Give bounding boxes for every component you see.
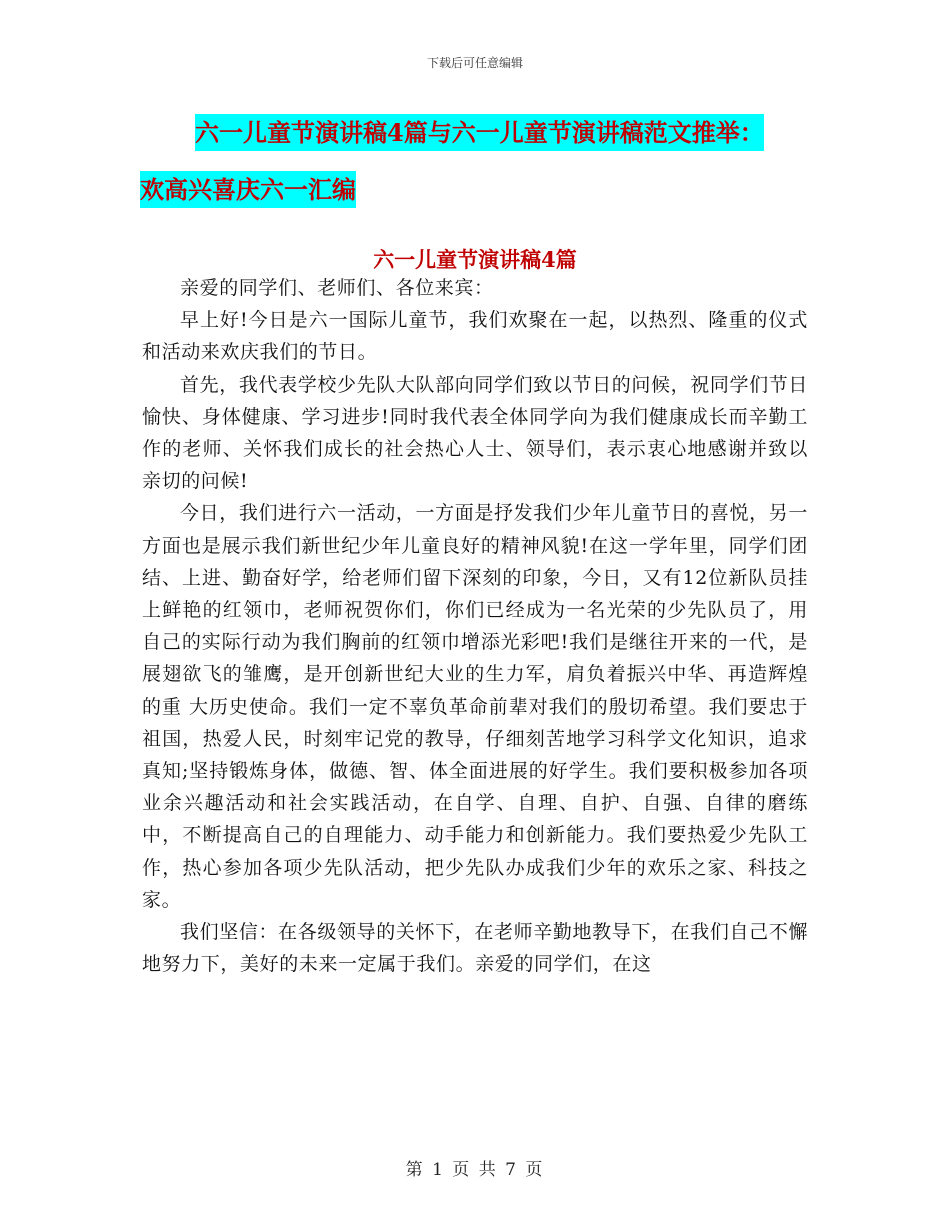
title-highlight-2: 欢高兴喜庆六一汇编 <box>140 171 356 208</box>
body-content <box>142 272 808 980</box>
paragraph-thanks: 首先，我代表学校少先队大队部向同学们致以节日的问候，祝同学们节日愉快、身体健康、学习进步!同时我代表全体同学向为我们健康成长而辛勤工作的老师、关怀我们成长的社会热心人士、领导们，表示衷心地感谢并致以亲切的问候! <box>142 373 808 493</box>
document-title <box>140 104 840 218</box>
document-title-line-2 <box>140 161 840 218</box>
paragraph-main: 今日，我们进行六一活动，一方面是抒发我们少年儿童节日的喜悦，另一方面也是展示我们新世纪少年儿童良好的精神风貌!在这一学年里，同学们团结、上进、勤奋好学，给老师们留下深刻的印象，今日，又有12位新队员挂上鲜艳的红领巾，老师祝贺你们，你们已经成为一名光荣的少先队员了，用自己的实际行动为我们胸前的红领巾增添光彩吧!我们是继往开来的一代，是展翅欲飞的雏鹰，是开创新世纪大业的生力军，肩负着振兴中华、再造辉煌的重 大历史使命。我们一定不辜负革命前辈对我们的殷切希望。我们要忠于祖国，热爱人民，时刻牢记党的教导，仔细刻苦地学习科学文化知识，追求真知;坚持锻炼身体，做德、智、体全面进展的好学生。我们要积极参加各项业余兴趣活动和社会实践活动，在自学、自理、自护、自强、自律的磨练中，不断提高自己的自理能力、动手能力和创新能力。我们要热爱少先队工作，热心参加各项少先队活动，把少先队办成我们少年的欢乐之家、科技之家。 <box>142 502 808 911</box>
paragraph-salutation: 亲爱的同学们、老师们、各位来宾： <box>180 277 494 299</box>
paragraph-belief: 我们坚信：在各级领导的关怀下，在老师辛勤地教导下，在我们自己不懈地努力下，美好的未来一定属于我们。亲爱的同学们，在这 <box>142 921 808 976</box>
page-header: 下载后可任意编辑 <box>426 56 523 70</box>
page-footer: 第 1 页 共 7 页 <box>405 1160 545 1180</box>
paragraph-greeting: 早上好!今日是六一国际儿童节，我们欢聚在一起，以热烈、隆重的仪式和活动来欢庆我们的节日。 <box>142 309 808 364</box>
document-title-line-1 <box>140 104 840 161</box>
title-highlight-1: 六一儿童节演讲稿4篇与六一儿童节演讲稿范文推举： <box>195 114 764 151</box>
section-title: 六一儿童节演讲稿4篇 <box>373 247 577 272</box>
